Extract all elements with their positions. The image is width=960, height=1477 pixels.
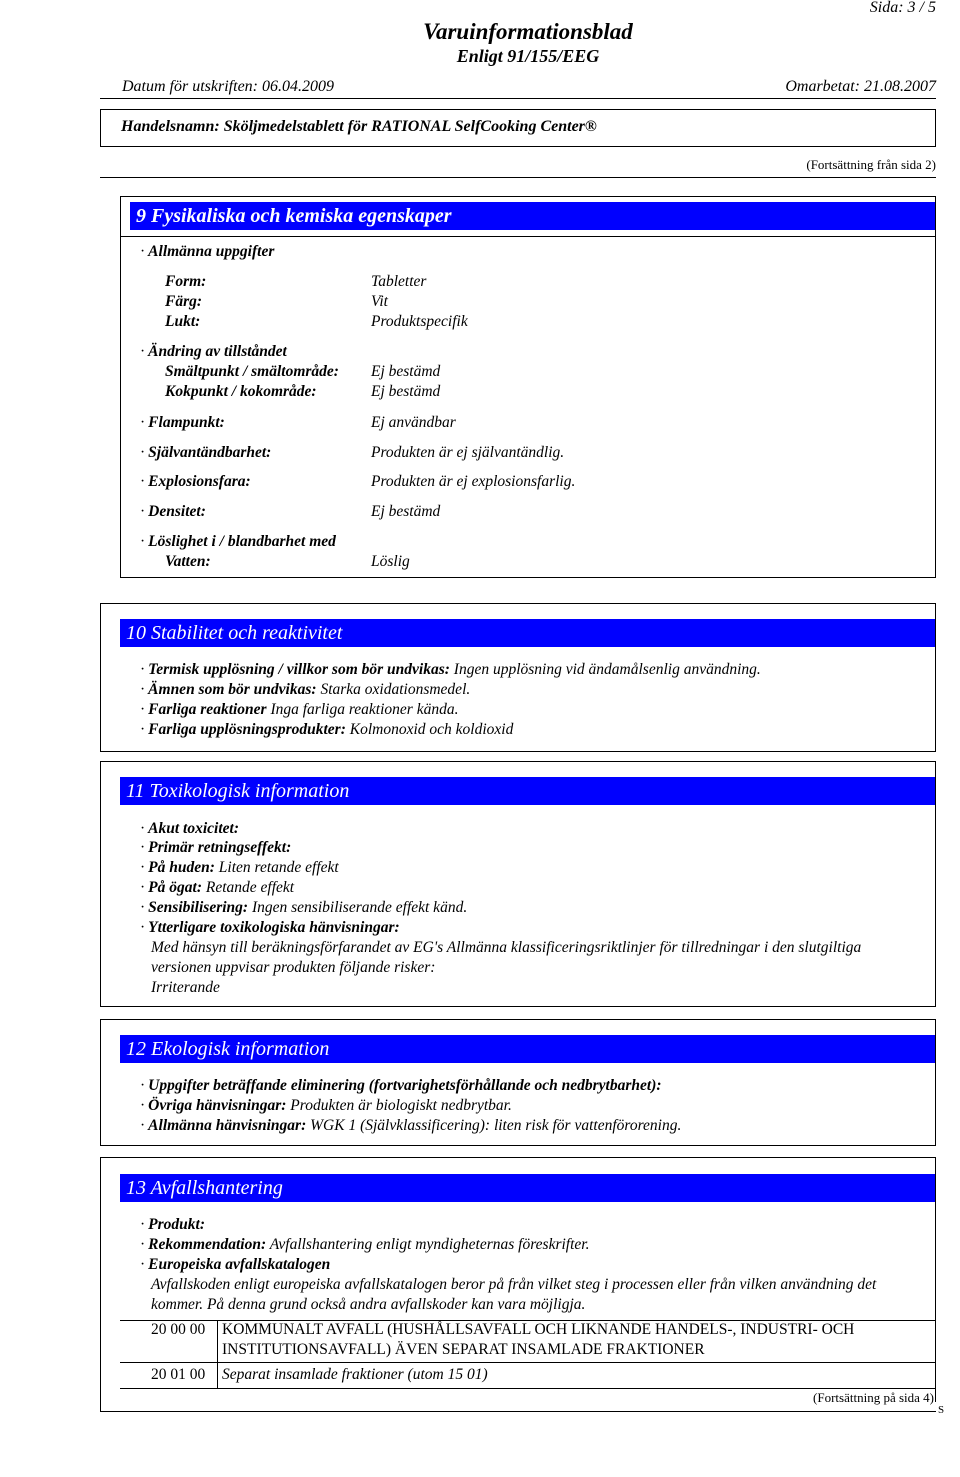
revised-date: Omarbetat: 21.08.2007 [785,78,936,95]
trade-name-box [100,109,936,147]
table-mid-rule [120,1362,936,1363]
flash-value: Ej användbar [371,414,456,431]
boiling-value: Ej bestämd [371,383,441,400]
product-heading: · Produkt: [140,1215,205,1235]
footer-rule [100,1411,936,1412]
color-label: Färg: [165,293,203,310]
section-10-title: 10 Stabilitet och reaktivitet [120,619,935,647]
water-value: Löslig [371,553,410,570]
selfign-label: · Självantändbarhet: [140,443,271,463]
primary-effect: · Primär retningseffekt: [140,838,291,858]
waste-description: Separat insamlade fraktioner (utom 15 01) [222,1366,488,1383]
density-value: Ej bestämd [371,503,441,520]
recommendation: · Rekommendation: Avfallshantering enligt myndigheternas föreskrifter. [140,1235,590,1255]
section-13-top-rule [100,1157,936,1158]
s10-item: · Farliga reaktioner Inga farliga reaktioner kända. [140,700,458,720]
skin-effect: · På huden: Liten retande effekt [140,858,339,878]
color-value: Vit [371,293,388,310]
section-12-title: 12 Ekologisk information [120,1035,935,1063]
section-13-left-rule [100,1157,101,1412]
irritant: Irriterande [151,979,220,996]
waste-code: 20 00 00 [151,1321,206,1338]
boiling-label: Kokpunkt / kokområde: [165,383,317,400]
table-bottom-rule [120,1388,936,1389]
table-col-rule [217,1320,218,1388]
selfign-value: Produkten är ej självantändlig. [371,444,565,461]
acute-toxicity: · Akut toxicitet: [140,819,239,839]
sensitisation: · Sensibilisering: Ingen sensibiliserande effekt känd. [140,898,467,918]
eu-catalogue-text: Avfallskoden enligt europeiska avfallskatalogen beror på från vilket steg i processen eller från vilken användning det kommer. På denna grund också andra avfallskoder kan vara möjligja. [151,1276,877,1313]
explosion-label: · Explosionsfara: [140,472,251,492]
section-13-title: 13 Avfallshantering [120,1174,935,1202]
document-title: Varuinformationsblad [423,19,633,44]
form-value: Tabletter [371,273,427,290]
explosion-value: Produkten är ej explosionsfarlig. [371,473,576,490]
continued-from: (Fortsättning från sida 2) [806,157,936,172]
header-rule [100,98,936,99]
trade-name: Handelsnamn: Sköljmedelstablett för RATIONAL SelfCooking Center® [121,118,597,135]
odor-label: Lukt: [165,313,201,330]
print-date: Datum för utskriften: 06.04.2009 [122,78,334,95]
continued-rule [100,177,936,178]
elimination-heading: · Uppgifter beträffande eliminering (fortvarighetsförhållande och nedbrytbarhet): [140,1076,662,1096]
general-info-heading: · Allmänna uppgifter [140,242,274,262]
s10-item: · Termisk upplösning / villkor som bör undvikas: Ingen upplösning vid ändamålsenlig användning. [140,660,761,680]
waste-description: KOMMUNALT AVFALL (HUSHÅLLSAVFALL OCH LIKNANDE HANDELS-, INDUSTRI- OCH INSTITUTIONSAVFALL) ÄVEN SEPARAT INSAMLADE FRAKTIONER [222,1321,855,1358]
solubility-heading: · Löslighet i / blandbarhet med [140,532,336,552]
continued-to: (Fortsättning på sida 4) [813,1390,934,1405]
further-tox-heading: · Ytterligare toxikologiska hänvisningar: [140,918,400,938]
s10-item: · Farliga upplösningsprodukter: Kolmonoxid och koldioxid [140,720,513,740]
water-label: Vatten: [165,553,211,570]
eye-effect: · På ögat: Retande effekt [140,878,294,898]
document-subtitle: Enligt 91/155/EEG [456,46,600,66]
general-notes: · Allmänna hänvisningar: WGK 1 (Självklassificering): liten risk för vattenförorening. [140,1116,681,1136]
footer-mark: S [938,1404,945,1416]
waste-code: 20 01 00 [151,1366,206,1383]
state-change-heading: · Ändring av tillståndet [140,342,287,362]
s10-item: · Ämnen som bör undvikas: Starka oxidationsmedel. [140,680,470,700]
flash-label: · Flampunkt: [140,413,225,433]
further-tox-text: Med hänsyn till beräkningsförfarandet av EG's Allmänna klassificeringsriktlinjer för tillredningar i den slutgiltiga versionen uppvisar produkten följande risker: [151,939,862,976]
eu-catalogue-heading: · Europeiska avfallskatalogen [140,1255,330,1275]
odor-value: Produktspecifik [371,313,468,330]
density-label: · Densitet: [140,502,206,522]
general-info-box [120,236,936,578]
other-notes: · Övriga hänvisningar: Produkten är biologiskt nedbrytbar. [140,1096,512,1116]
form-label: Form: [165,273,207,290]
section-13-right-rule [935,1157,936,1402]
section-11-title: 11 Toxikologisk information [120,777,935,805]
melting-value: Ej bestämd [371,363,441,380]
section-9-title: 9 Fysikaliska och kemiska egenskaper [130,202,935,230]
page-number: Sida: 3 / 5 [869,0,936,16]
melting-label: Smältpunkt / smältområde: [165,363,339,380]
